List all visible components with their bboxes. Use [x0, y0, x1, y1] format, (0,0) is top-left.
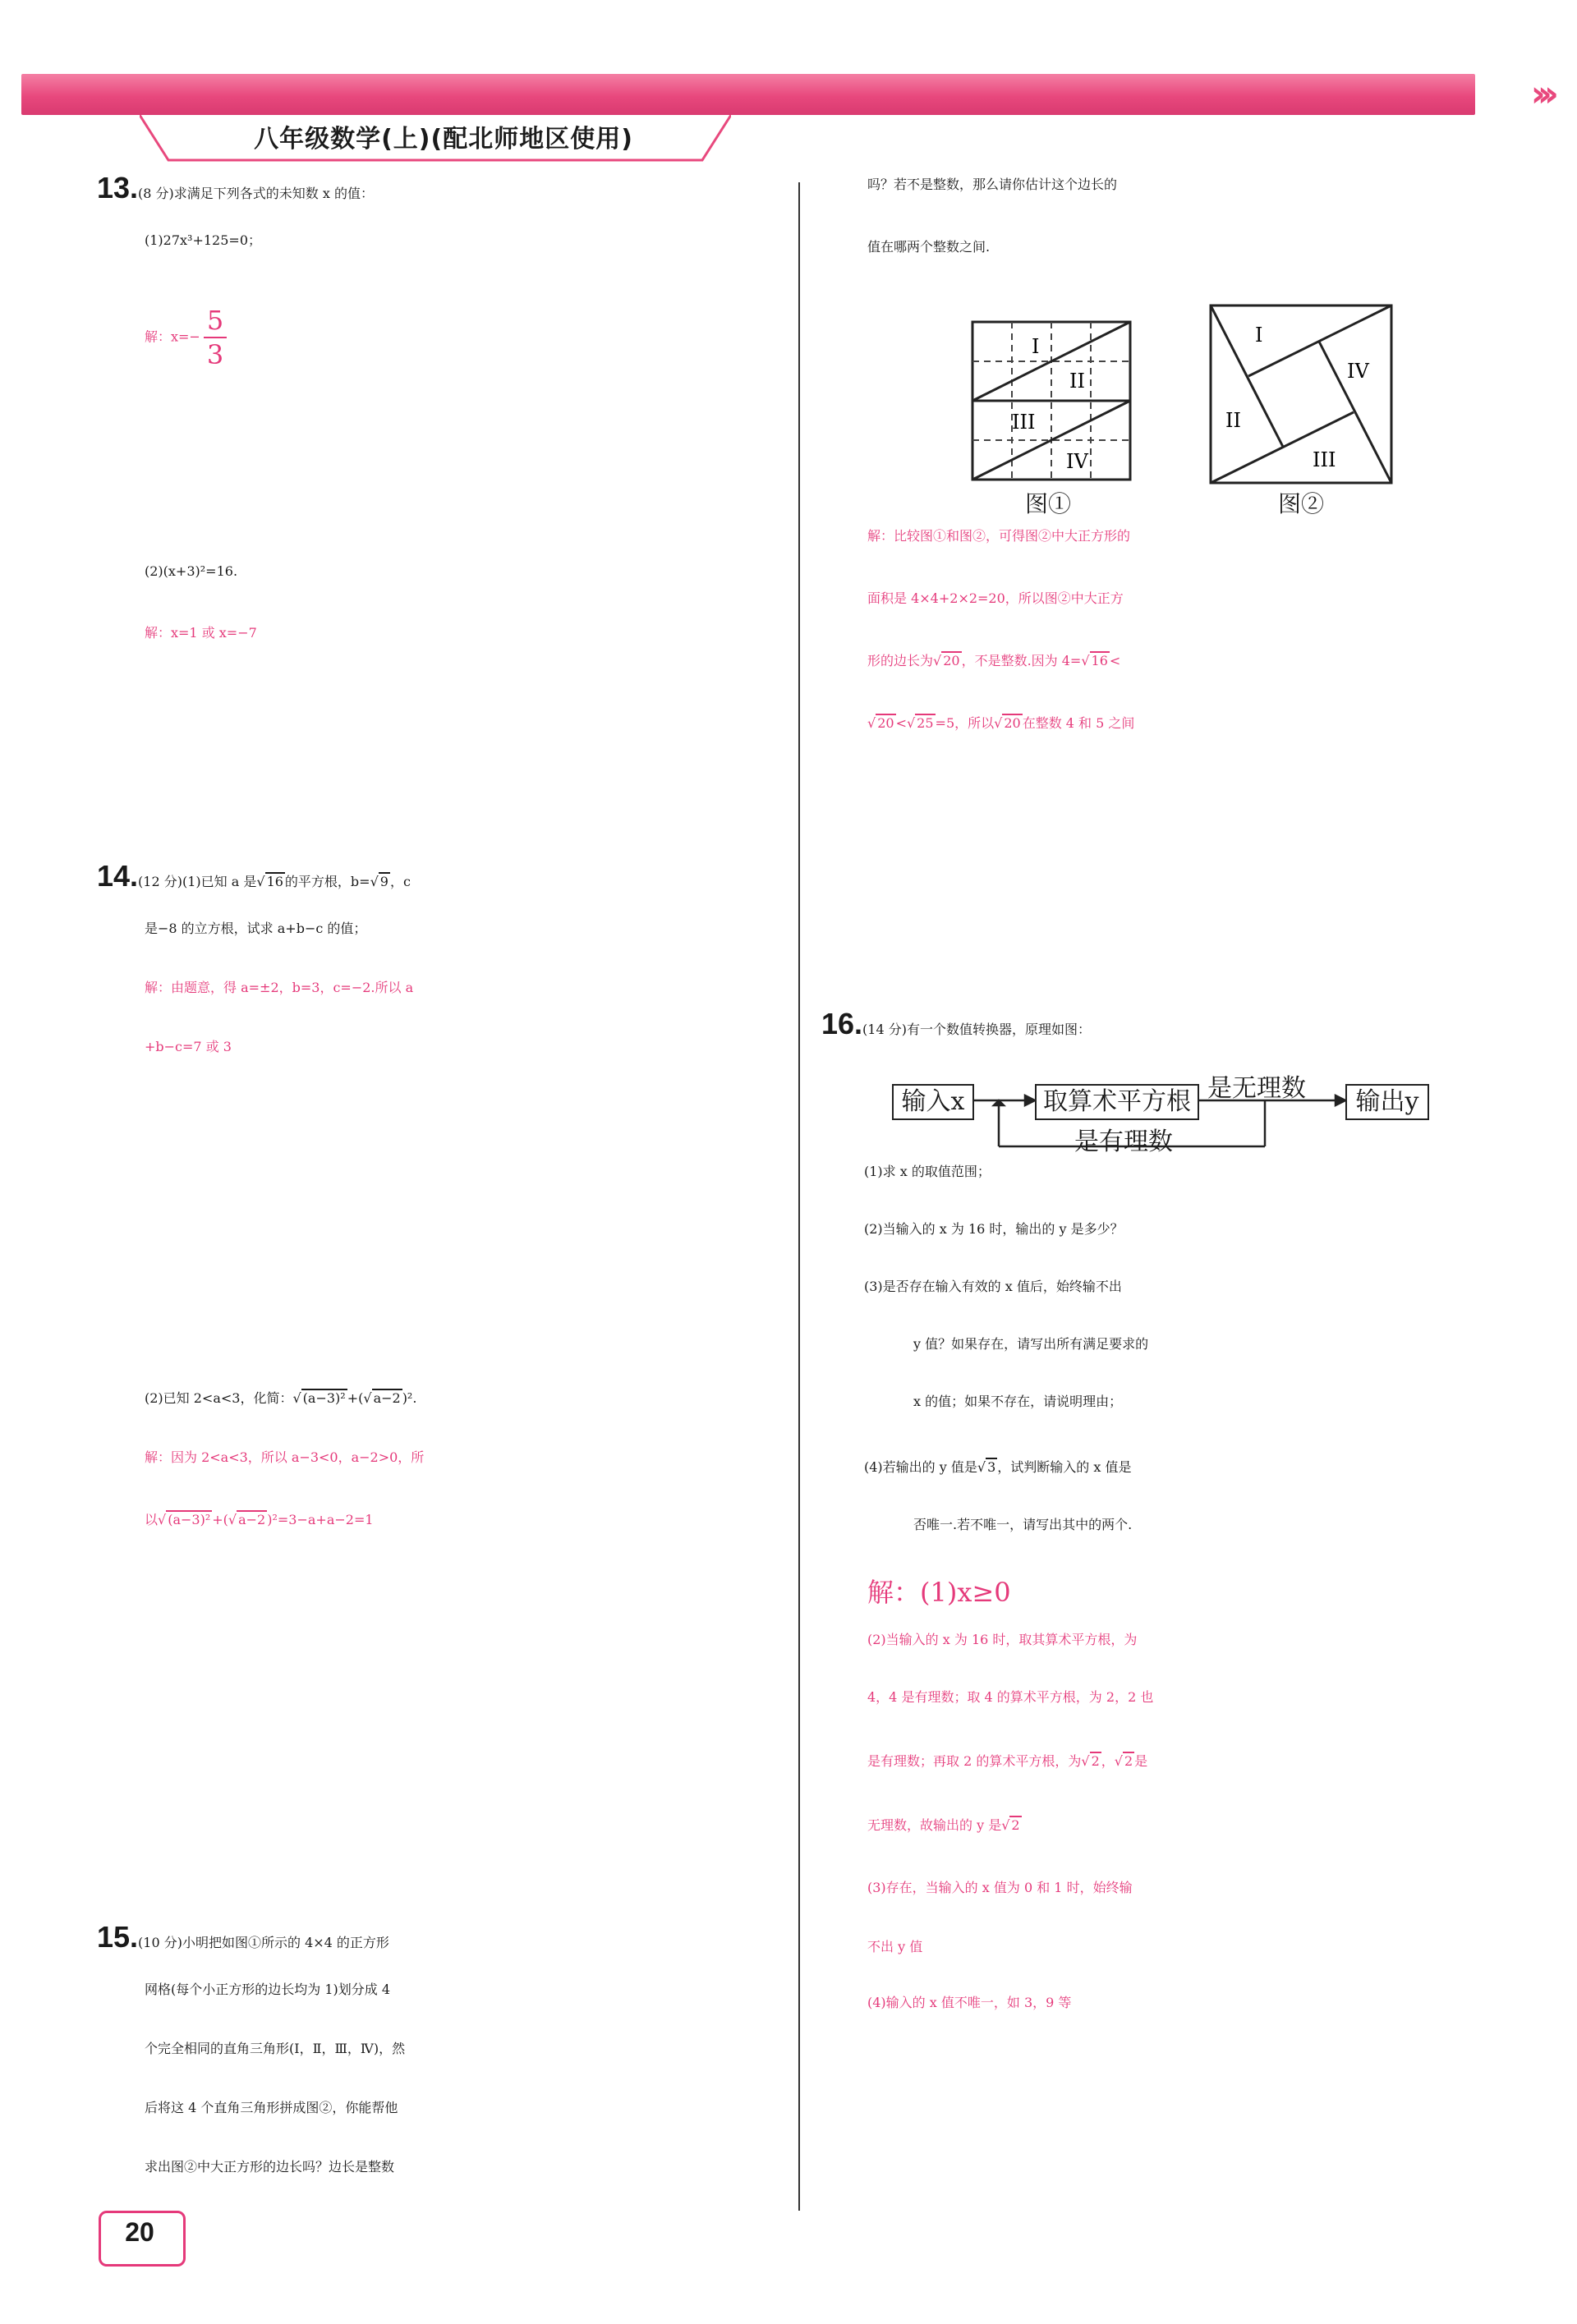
- flow-process-box: 取算术平方根: [1035, 1084, 1199, 1120]
- triangle-label-I: I: [1032, 335, 1040, 358]
- q16-part3-line2: y 值？如果存在，请写出所有满足要求的: [913, 1336, 1149, 1352]
- q16-stem: [821, 1007, 1091, 1041]
- triangle-label-III: III: [1012, 411, 1036, 434]
- flow-rational-label: 是有理数: [1074, 1128, 1173, 1156]
- sqrt-symbol: [363, 1390, 371, 1406]
- flow-input-box: 输入x: [892, 1084, 974, 1120]
- q15-line7: 值在哪两个整数之间.: [867, 239, 991, 255]
- q14-part2: [145, 1388, 416, 1407]
- sqrt-radicand: (a−3)²: [168, 1512, 211, 1527]
- q16-part2: (2)当输入的 x 为 16 时，输出的 y 是多少？: [864, 1221, 1124, 1237]
- q15-line2: 网格(每个小正方形的边长均为 1)划分成 4: [145, 1982, 391, 1997]
- q14-line1: [97, 859, 411, 893]
- q15-answer-line3: [867, 650, 1120, 669]
- q14-number: 14.: [97, 859, 139, 893]
- q16-part4-line1: [864, 1457, 1131, 1476]
- answer-text: 以: [145, 1512, 159, 1527]
- q14-text: 的平方根，b=: [284, 874, 370, 889]
- q13-number: 13.: [97, 171, 139, 204]
- q15-number: 15.: [97, 1920, 139, 1954]
- q16-answer4: (4)输入的 x 值不唯一，如 3，9 等: [867, 1995, 1072, 2010]
- q13-answer1-fraction: [204, 304, 227, 371]
- answer-text: 是有理数；再取 2 的算术平方根，为: [867, 1753, 1082, 1769]
- q13-text: (8 分)求满足下列各式的未知数 x 的值：: [138, 186, 374, 201]
- header-banner: [21, 74, 1551, 115]
- sqrt-radicand: 2: [1124, 1753, 1133, 1769]
- q14-text: (12 分)(1)已知 a 是: [138, 874, 257, 889]
- sqrt-symbol: [370, 874, 379, 889]
- sqrt-symbol: [256, 874, 264, 889]
- sqrt-radicand: 3: [987, 1459, 996, 1475]
- triangle-label-IV: IV: [1347, 360, 1369, 383]
- figure2-square: [1209, 304, 1393, 485]
- answer-text: ，: [1101, 1753, 1115, 1769]
- sqrt-symbol: [228, 1512, 237, 1527]
- triangle-label-II: II: [1225, 409, 1241, 432]
- question-text: (4)若输出的 y 值是: [864, 1459, 977, 1475]
- q16-answer2-line1: (2)当输入的 x 为 16 时，取其算术平方根，为: [867, 1632, 1138, 1647]
- sqrt-symbol: [158, 1512, 166, 1527]
- sqrt-symbol: [977, 1459, 986, 1475]
- sqrt-symbol: [933, 653, 941, 668]
- q13-answer1: [145, 304, 227, 371]
- sqrt-radicand: a−2: [373, 1390, 401, 1406]
- q16-answer3-line1: (3)存在，当输入的 x 值为 0 和 1 时，始终输: [867, 1880, 1133, 1895]
- q13-answer2: 解：x=1 或 x=−7: [145, 625, 257, 641]
- page-number-badge: [99, 2211, 184, 2265]
- q16-answer2-line4: [867, 1815, 1022, 1834]
- sqrt-symbol: [1081, 653, 1089, 668]
- sqrt-symbol: [292, 1390, 301, 1406]
- q15-line3: 个完全相同的直角三角形(Ⅰ，Ⅱ，Ⅲ，Ⅳ)，然: [145, 2041, 406, 2056]
- column-divider: [798, 182, 800, 2211]
- sqrt-radicand: 20: [1004, 715, 1021, 731]
- sqrt-symbol: [867, 715, 876, 731]
- sqrt-symbol: [1081, 1753, 1089, 1769]
- sqrt-radicand: 25: [917, 715, 934, 731]
- q15-line5: 求出图②中大正方形的边长吗？边长是整数: [145, 2159, 395, 2175]
- answer-text: 形的边长为: [867, 653, 934, 668]
- q16-text: (14 分)有一个数值转换器，原理如图：: [862, 1022, 1091, 1037]
- q15-line6: 吗？若不是整数，那么请你估计这个边长的: [867, 177, 1118, 192]
- q14-part2-text: +(: [347, 1390, 364, 1406]
- figure1-grid: [971, 320, 1132, 481]
- triangle-label-IV: IV: [1066, 450, 1088, 473]
- chevrons-icon: ›››: [1530, 73, 1551, 115]
- sqrt-radicand: a−2: [238, 1512, 266, 1527]
- q16-answer1: 解：(1)x≥0: [867, 1577, 1011, 1608]
- figure2-caption: 图②: [1278, 490, 1325, 517]
- q14-answer1-line1: 解：由题意，得 a=±2，b=3，c=−2.所以 a: [145, 980, 414, 995]
- q15-answer-line4: [867, 713, 1134, 732]
- q15-line1: [97, 1920, 389, 1954]
- answer-text: 是: [1134, 1753, 1148, 1769]
- q13-stem: [97, 171, 374, 205]
- answer-text: ，不是整数.因为 4=: [961, 653, 1082, 668]
- q15-text: (10 分)小明把如图①所示的 4×4 的正方形: [138, 1935, 389, 1950]
- q16-part1: (1)求 x 的取值范围；: [864, 1164, 991, 1179]
- q13-answer1-text: 解：x=−: [145, 328, 200, 345]
- q16-part3-line1: (3)是否存在输入有效的 x 值后，始终输不出: [864, 1279, 1122, 1294]
- figure1-caption: 图①: [1025, 490, 1072, 517]
- sqrt-symbol: [1001, 1817, 1009, 1833]
- sqrt-radicand: 20: [943, 653, 960, 668]
- sqrt-radicand: 16: [1091, 653, 1108, 668]
- question-text: ，试判断输入的 x 值是: [997, 1459, 1132, 1475]
- triangle-label-III: III: [1313, 448, 1336, 471]
- q14-part2-text: (2)已知 2<a<3，化简：: [145, 1390, 293, 1406]
- q14-answer1-line2: +b−c=7 或 3: [145, 1039, 232, 1054]
- fraction-numerator: 5: [204, 304, 227, 338]
- q16-number: 16.: [821, 1007, 863, 1040]
- header-tab: [140, 115, 731, 166]
- sqrt-radicand: 20: [877, 715, 894, 731]
- answer-text: =5，所以: [935, 715, 995, 731]
- sqrt-symbol: [994, 715, 1002, 731]
- q14-line2: 是−8 的立方根，试求 a+b−c 的值；: [145, 921, 367, 936]
- answer-text: 在整数 4 和 5 之间: [1022, 715, 1135, 731]
- sqrt-radicand: 9: [379, 874, 389, 889]
- q15-answer-line1: 解：比较图①和图②，可得图②中大正方形的: [867, 528, 1131, 544]
- header-banner-bar: [21, 74, 1475, 115]
- q15-answer-line2: 面积是 4×4+2×2=20，所以图②中大正方: [867, 590, 1124, 606]
- flow-output-box: 输出y: [1345, 1084, 1429, 1120]
- q13-part2: (2)(x+3)²=16.: [145, 563, 238, 579]
- answer-text: <: [895, 715, 907, 731]
- triangle-label-II: II: [1069, 370, 1085, 393]
- sqrt-radicand: 2: [1011, 1817, 1020, 1833]
- q16-part3-line3: x 的值；如果不存在，请说明理由；: [913, 1394, 1123, 1409]
- q13-part1: (1)27x³+125=0；: [145, 232, 261, 248]
- page-number: 20: [125, 2217, 154, 2247]
- answer-text: 无理数，故输出的 y 是: [867, 1817, 1002, 1833]
- q14-answer2-line1: 解：因为 2<a<3，所以 a−3<0，a−2>0，所: [145, 1449, 425, 1465]
- flow-irrational-label: 是无理数: [1207, 1074, 1306, 1103]
- sqrt-symbol: [907, 715, 915, 731]
- q15-line4: 后将这 4 个直角三角形拼成图②，你能帮他: [145, 2100, 398, 2115]
- answer-text: )²=3−a+a−2=1: [267, 1512, 374, 1527]
- fraction-denominator: 3: [206, 339, 224, 370]
- q14-part2-text: )².: [402, 1390, 417, 1406]
- answer-text: <: [1109, 653, 1121, 668]
- q16-answer2-line3: [867, 1751, 1147, 1770]
- q16-answer3-line2: 不出 y 值: [867, 1939, 923, 1954]
- sqrt-radicand: 2: [1091, 1753, 1100, 1769]
- sqrt-radicand: (a−3)²: [302, 1390, 346, 1406]
- sqrt-radicand: 16: [266, 874, 283, 889]
- page-header-title: 八年级数学(上)(配北师地区使用): [254, 125, 633, 154]
- q14-answer2-line2: [145, 1509, 374, 1528]
- sqrt-symbol: [1115, 1753, 1123, 1769]
- triangle-label-I: I: [1255, 324, 1263, 347]
- answer-text: +(: [212, 1512, 228, 1527]
- q16-answer2-line2: 4，4 是有理数；取 4 的算术平方根，为 2，2 也: [867, 1689, 1154, 1705]
- q14-text: ，c: [389, 874, 411, 889]
- q16-part4-line2: 否唯一.若不唯一，请写出其中的两个.: [913, 1517, 1133, 1532]
